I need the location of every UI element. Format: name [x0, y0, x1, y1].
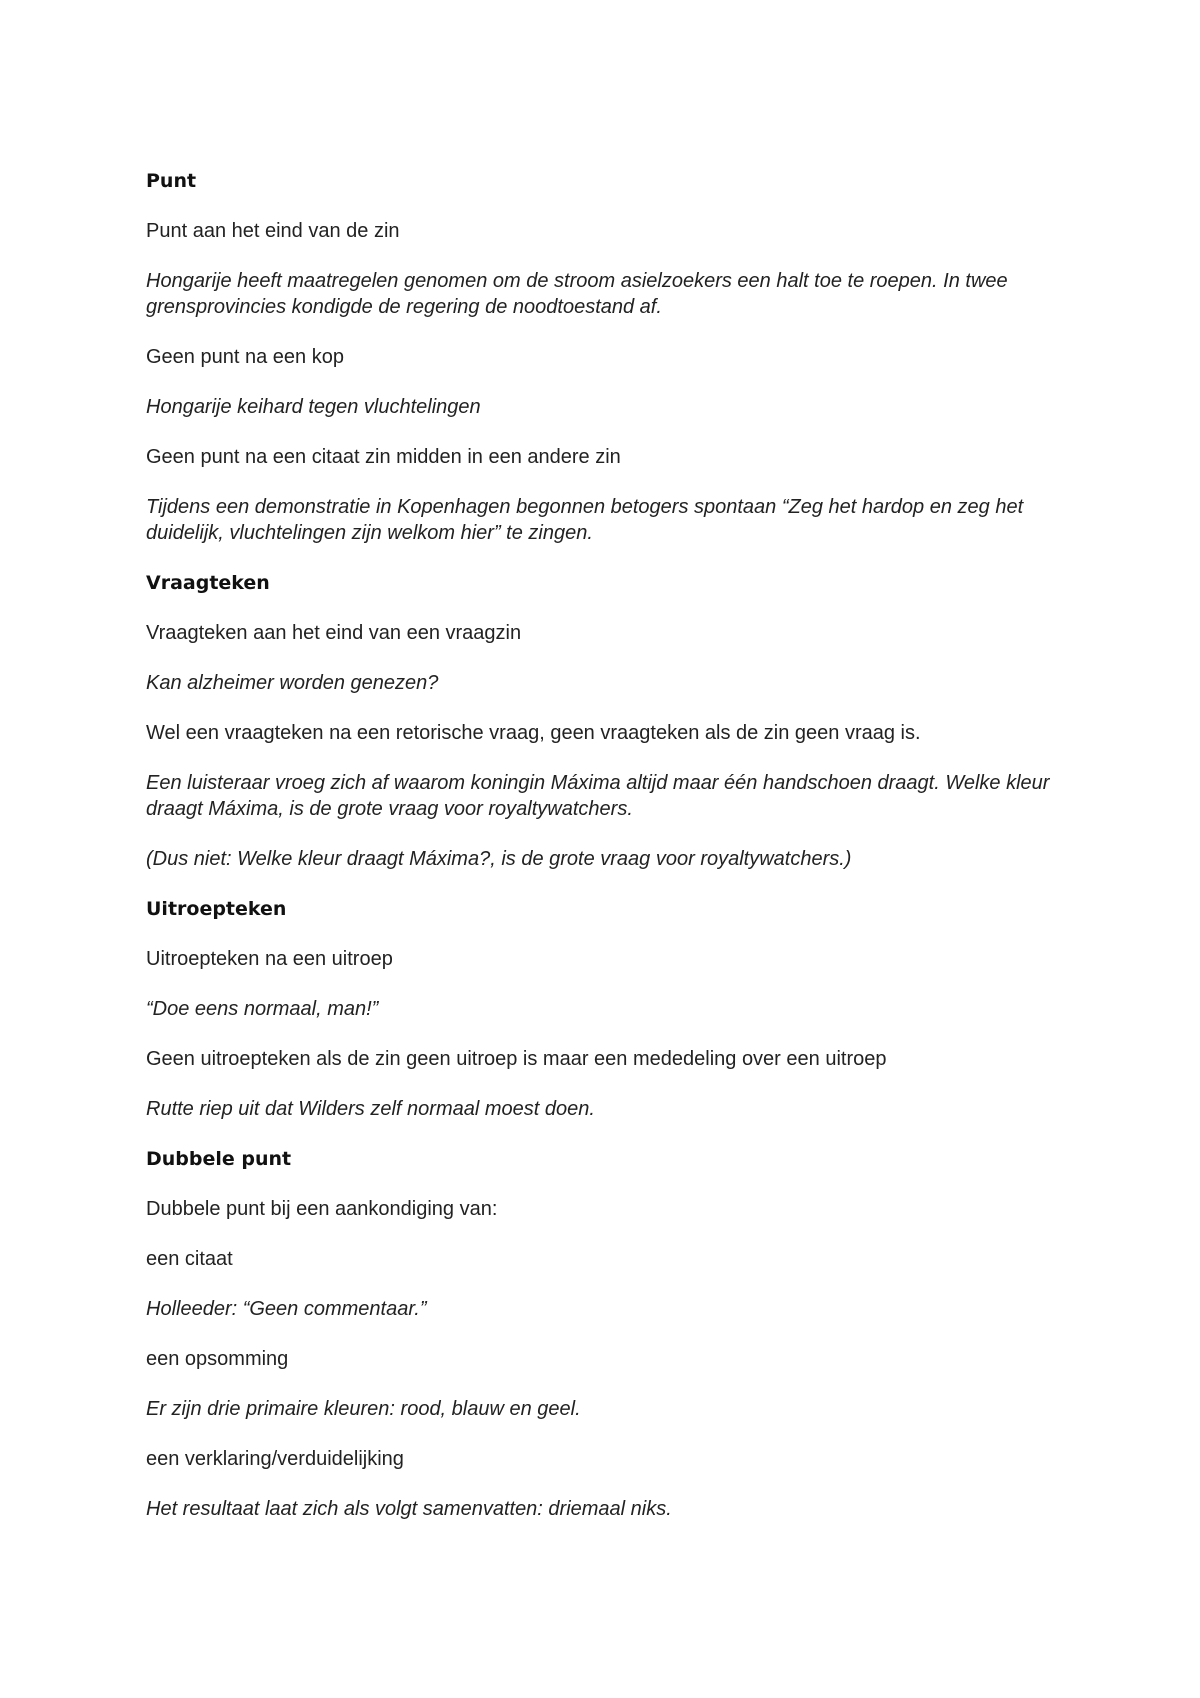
section-uitroepteken [146, 896, 1076, 1122]
rule-text: Dubbele punt bij een aankondiging van: [146, 1198, 498, 1220]
section-heading: Vraagteken [146, 572, 270, 594]
example-text: Het resultaat laat zich als volgt samenvatten: driemaal niks. [146, 1498, 672, 1520]
example-text: (Dus niet: Welke kleur draagt Máxima?, is de grote vraag voor royaltywatchers.) [146, 848, 852, 870]
example-text: Kan alzheimer worden genezen? [146, 672, 439, 694]
section-punt [146, 168, 1076, 546]
section-dubbele-punt [146, 1146, 1076, 1522]
rule-text: Wel een vraagteken na een retorische vraag, geen vraagteken als de zin geen vraag is. [146, 722, 921, 744]
rule-text: Geen punt na een kop [146, 346, 344, 368]
rule-text: Vraagteken aan het eind van een vraagzin [146, 622, 522, 644]
rule-text: een opsomming [146, 1348, 289, 1370]
example-text: Rutte riep uit dat Wilders zelf normaal moest doen. [146, 1098, 595, 1120]
example-text: Hongarije heeft maatregelen genomen om de stroom asielzoekers een halt toe te roepen. In twee grensprovincies kondigde de regering de noodtoestand af. [146, 270, 1008, 318]
rule-text: Geen uitroepteken als de zin geen uitroep is maar een mededeling over een uitroep [146, 1048, 887, 1070]
rule-text: een citaat [146, 1248, 233, 1270]
rule-text: Punt aan het eind van de zin [146, 220, 400, 242]
rule-text: Uitroepteken na een uitroep [146, 948, 393, 970]
example-text: Tijdens een demonstratie in Kopenhagen begonnen betogers spontaan “Zeg het hardop en zeg het duidelijk, vluchtelingen zijn welkom hier” te zingen. [146, 496, 1024, 544]
section-heading: Dubbele punt [146, 1148, 292, 1170]
example-text: Hongarije keihard tegen vluchtelingen [146, 396, 481, 418]
document-page [146, 168, 1076, 1522]
section-vraagteken [146, 570, 1076, 872]
section-heading: Punt [146, 170, 197, 192]
example-text: Een luisteraar vroeg zich af waarom koningin Máxima altijd maar één handschoen draagt. Welke kleur draagt Máxima, is de grote vraag voor royaltywatchers. [146, 772, 1050, 820]
example-text: Er zijn drie primaire kleuren: rood, blauw en geel. [146, 1398, 581, 1420]
example-text: Holleeder: “Geen commentaar.” [146, 1298, 427, 1320]
rule-text: een verklaring/verduidelijking [146, 1448, 404, 1470]
section-heading: Uitroepteken [146, 898, 287, 920]
rule-text: Geen punt na een citaat zin midden in een andere zin [146, 446, 621, 468]
example-text: “Doe eens normaal, man!” [146, 998, 379, 1020]
